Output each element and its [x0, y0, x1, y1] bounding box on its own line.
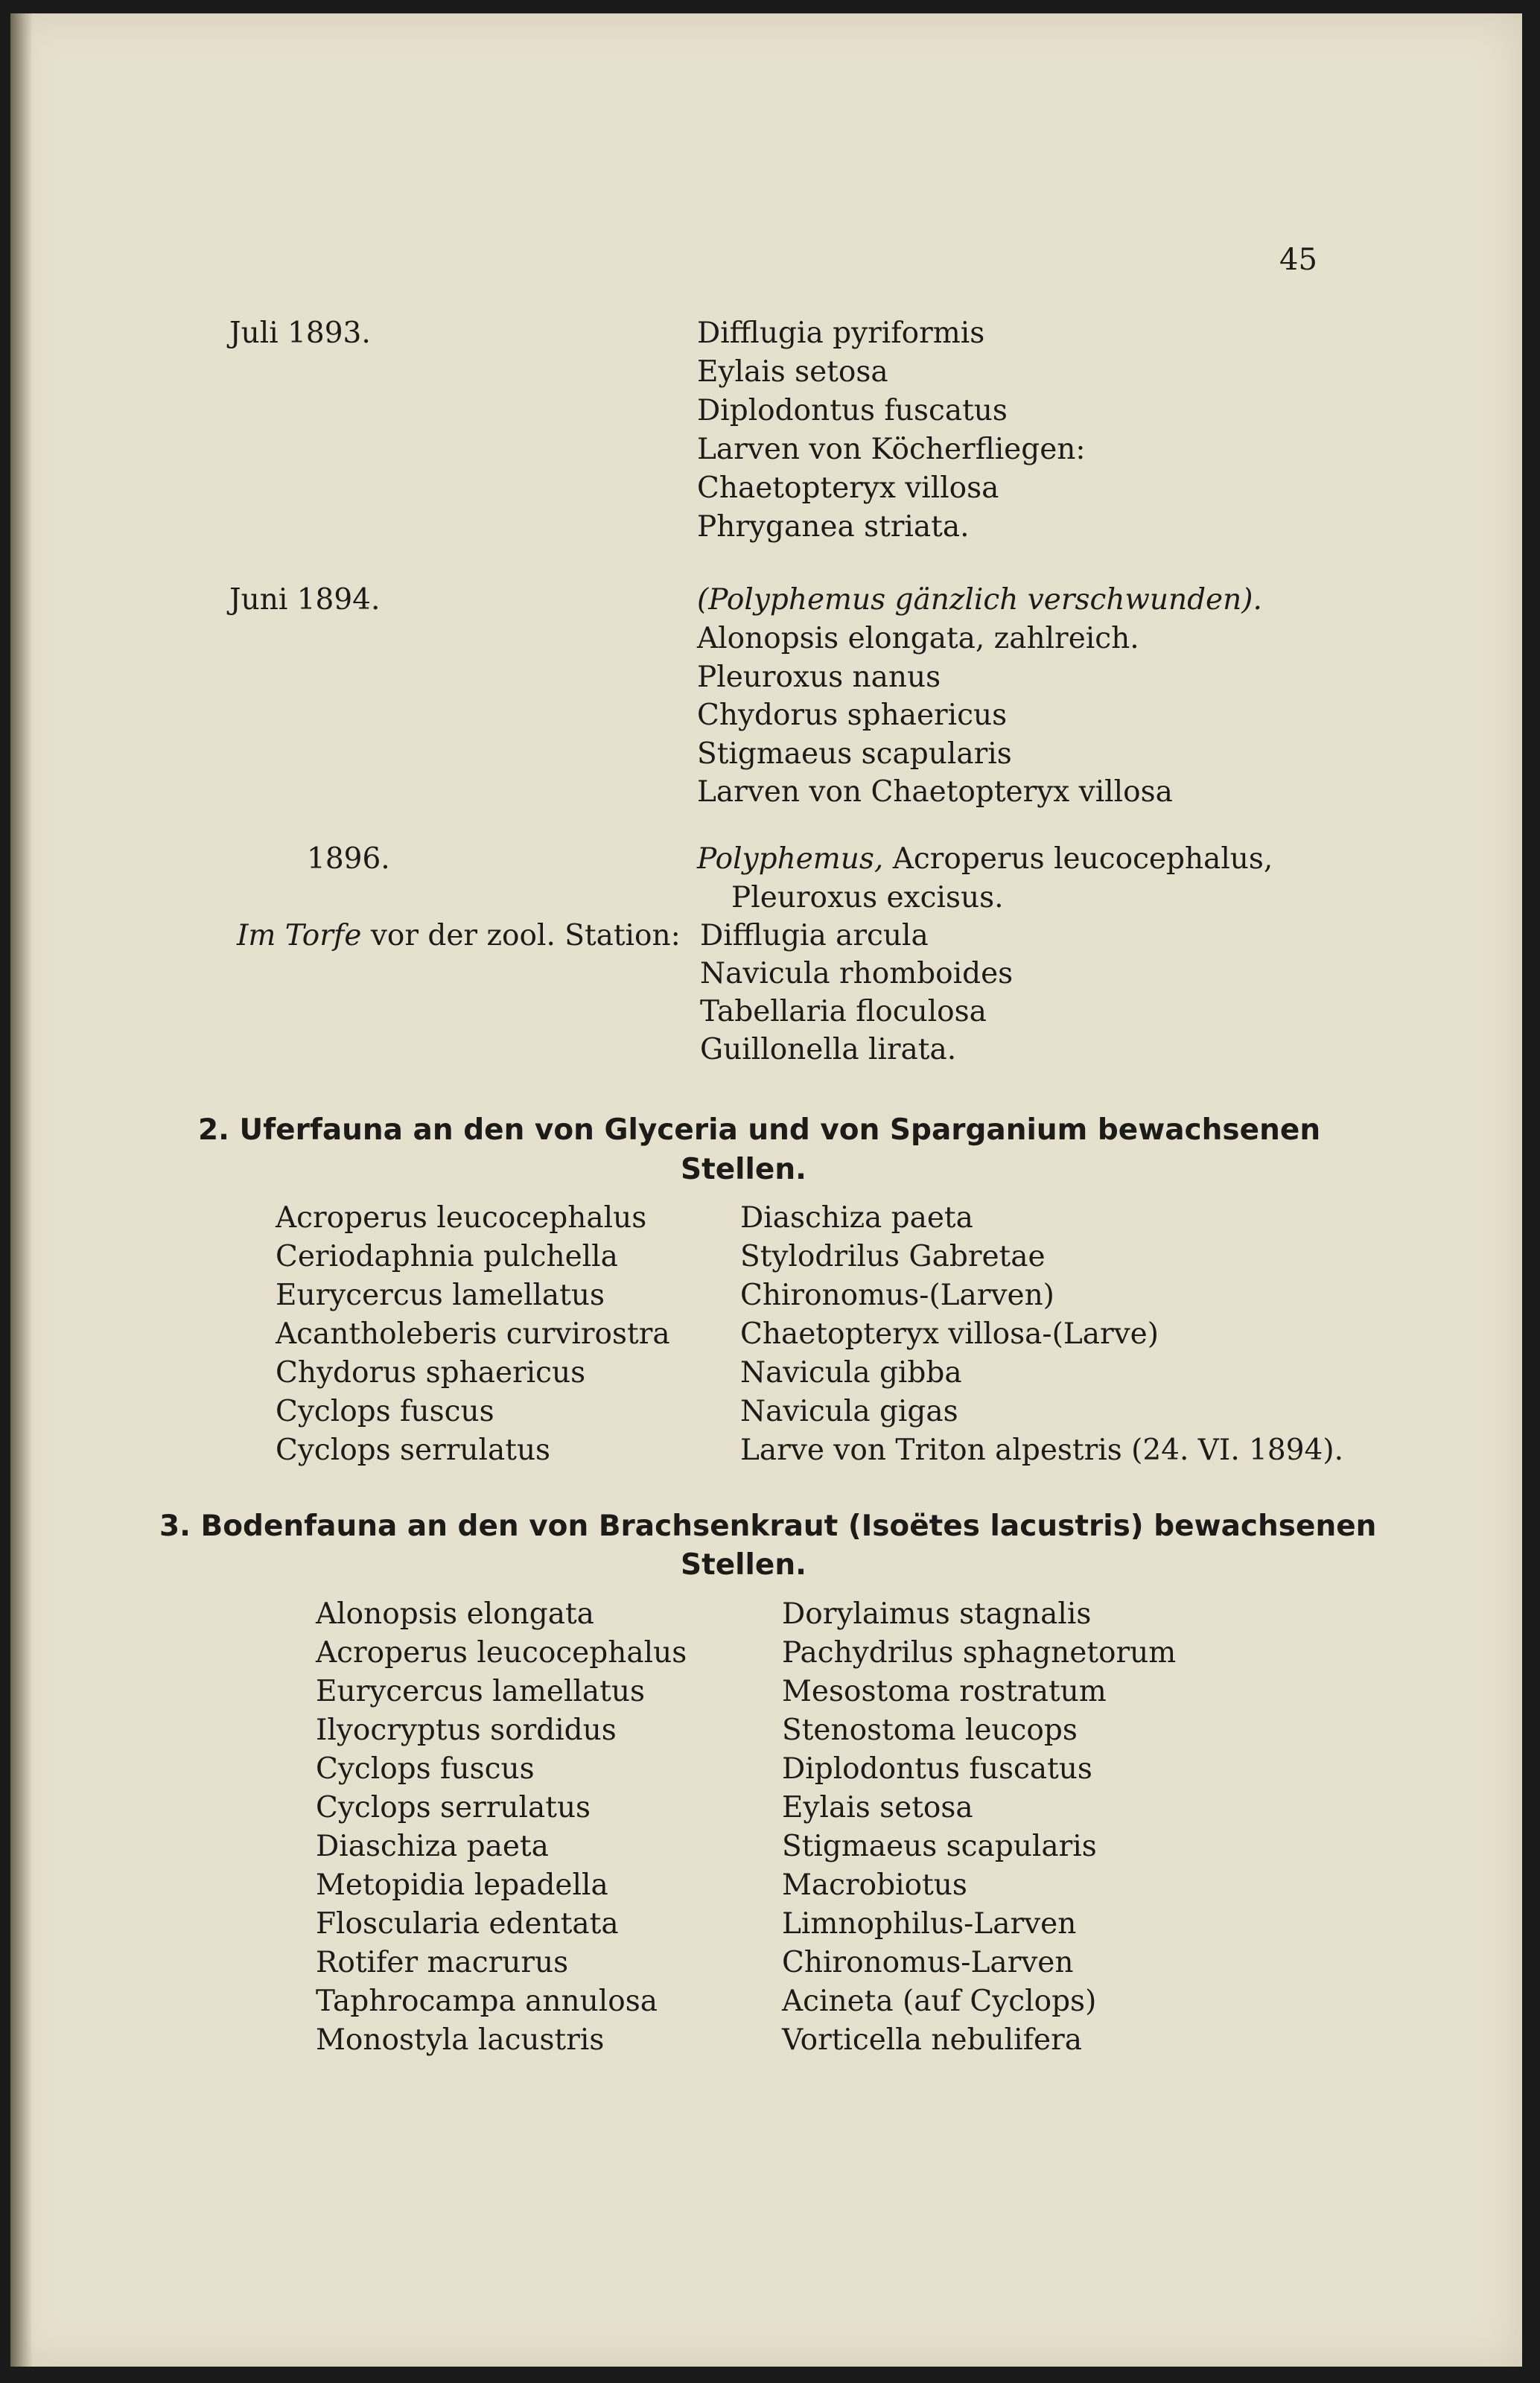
species-item: Vorticella nebulifera [782, 2023, 1083, 2057]
species-item: Chaetopteryx villosa [697, 471, 999, 505]
species-item: Cyclops fuscus [316, 1752, 535, 1786]
species-item: Eurycercus lamellatus [316, 1675, 645, 1708]
species-item: Stigmaeus scapularis [697, 737, 1012, 771]
species-item: Ceriodaphnia pulchella [276, 1240, 618, 1273]
date-label-juni-1894: Juni 1894. [229, 583, 381, 617]
species-item: Dorylaimus stagnalis [782, 1597, 1092, 1631]
species-item: Larven von Köcherfliegen: [697, 433, 1086, 466]
species-item: Floscularia edentata [316, 1907, 619, 1941]
species-item: Eurycercus lamellatus [276, 1279, 605, 1312]
species-item: Metopidia lepadella [316, 1868, 608, 1902]
species-item: Larve von Triton alpestris (24. VI. 1894). [740, 1434, 1343, 1467]
record-1896-rest: Acroperus leucocephalus, [892, 842, 1273, 876]
species-item: Mesostoma rostratum [782, 1675, 1107, 1708]
species-item: Limnophilus-Larven [782, 1907, 1077, 1941]
species-item: Eylais setosa [697, 355, 888, 389]
species-item: Guillonella lirata. [700, 1033, 957, 1066]
species-item: Chydorus sphaericus [276, 1356, 586, 1390]
species-item: Monostyla lacustris [316, 2023, 605, 2057]
species-item: Chaetopteryx villosa-(Larve) [740, 1317, 1159, 1351]
species-item: Difflugia arcula [700, 919, 929, 952]
species-item: Chironomus-Larven [782, 1946, 1074, 1979]
species-item: Larven von Chaetopteryx villosa [697, 775, 1173, 809]
section-2-heading-cont: Stellen. [681, 1153, 806, 1186]
species-item: Alonopsis elongata, zahlreich. [697, 622, 1139, 655]
species-item: Tabellaria floculosa [700, 995, 987, 1028]
polyphemus-italic: Polyphemus, [697, 842, 884, 876]
location-label-torfe [237, 921, 681, 950]
species-item: Cyclops serrulatus [316, 1791, 591, 1824]
page-number: 45 [1279, 243, 1317, 277]
species-item: Difflugia pyriformis [697, 316, 985, 350]
species-item: Ilyocryptus sordidus [316, 1714, 617, 1747]
section-3-heading-cont: Stellen. [681, 1548, 806, 1582]
species-item: Pleuroxus nanus [697, 661, 941, 694]
torfe-rest: vor der zool. Station: [370, 919, 681, 952]
species-item: Pachydrilus sphagnetorum [782, 1636, 1177, 1670]
species-item: Chydorus sphaericus [697, 699, 1008, 732]
species-item: Diplodontus fuscatus [697, 394, 1008, 427]
section-2-heading: 2. Uferfauna an den von Glyceria und von Sparganium bewachsenen [198, 1113, 1321, 1147]
date-label-1896: 1896. [307, 842, 390, 876]
species-item: Acantholeberis curvirostra [276, 1317, 670, 1351]
species-item: Acineta (auf Cyclops) [782, 1985, 1097, 2018]
species-item: Eylais setosa [782, 1791, 973, 1824]
species-item: Cyclops fuscus [276, 1395, 494, 1428]
species-item: Phryganea striata. [697, 510, 970, 544]
species-item: Taphrocampa annulosa [316, 1985, 658, 2018]
species-item: Acroperus leucocephalus [316, 1636, 687, 1670]
species-item: Navicula rhomboides [700, 957, 1014, 990]
species-item: Stylodrilus Gabretae [740, 1240, 1046, 1273]
page-spine-shadow [10, 13, 33, 2367]
species-item: Rotifer macrurus [316, 1946, 569, 1979]
species-item: Chironomus-(Larven) [740, 1279, 1054, 1312]
species-item: Navicula gibba [740, 1356, 962, 1390]
species-item: Navicula gigas [740, 1395, 958, 1428]
polyphemus-note: (Polyphemus gänzlich verschwunden). [697, 583, 1262, 617]
species-item: Alonopsis elongata [316, 1597, 594, 1631]
species-item: Macrobiotus [782, 1868, 967, 1902]
species-item: Diplodontus fuscatus [782, 1752, 1092, 1786]
species-item: Diaschiza paeta [316, 1830, 549, 1863]
species-item: Diaschiza paeta [740, 1201, 973, 1235]
species-item: Stigmaeus scapularis [782, 1830, 1097, 1863]
date-label-juli-1893: Juli 1893. [229, 316, 371, 350]
torfe-italic: Im Torfe [237, 919, 362, 952]
record-1896-line2: Pleuroxus excisus. [731, 881, 1004, 914]
section-3-heading: 3. Bodenfauna an den von Brachsenkraut (Isoëtes lacustris) bewachsenen [159, 1509, 1377, 1543]
species-item: Cyclops serrulatus [276, 1434, 551, 1467]
species-item: Acroperus leucocephalus [276, 1201, 647, 1235]
record-1896-line1 [697, 844, 1273, 874]
species-item: Stenostoma leucops [782, 1714, 1078, 1747]
